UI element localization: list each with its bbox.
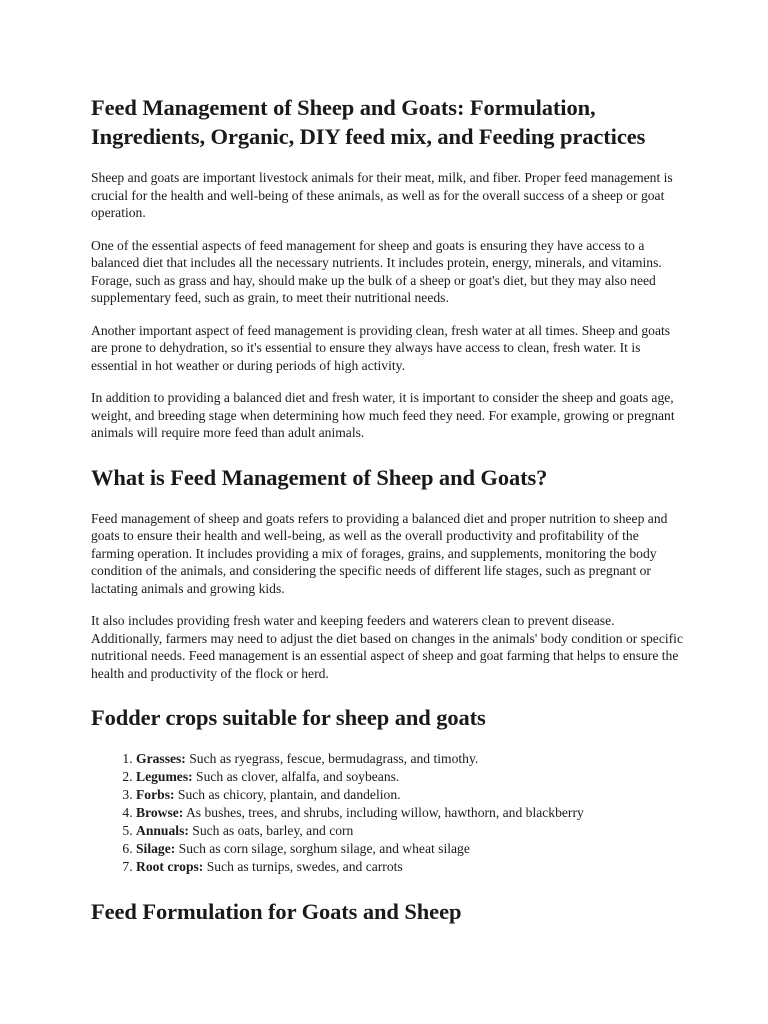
list-item: [136, 768, 683, 786]
list-item: [136, 858, 683, 876]
section-heading-what: What is Feed Management of Sheep and Goats?: [91, 464, 548, 490]
list-item: [136, 840, 683, 858]
list-item-desc: As bushes, trees, and shrubs, including willow, hawthorn, and blackberry: [183, 805, 584, 820]
list-item-term: Legumes:: [136, 769, 193, 784]
fodder-crop-list: [91, 750, 683, 876]
list-item-desc: Such as oats, barley, and corn: [188, 823, 354, 838]
section-heading-fodder: Fodder crops suitable for sheep and goats: [91, 705, 486, 730]
list-item-desc: Such as corn silage, sorghum silage, and wheat silage: [175, 841, 470, 856]
list-item-term: Forbs:: [136, 787, 175, 802]
list-item: [136, 822, 683, 840]
what-paragraph-2: It also includes providing fresh water and keeping feeders and waterers clean to prevent disease. Additionally, farmers may need to adjust the diet based on changes in the animals' body condition or specific nutritional needs. Feed management is an essential aspect of sheep and goat farming that helps to ensure the health and productivity of the flock or herd.: [91, 613, 683, 681]
list-item-term: Silage:: [136, 841, 176, 856]
list-item-term: Browse:: [136, 805, 184, 820]
document-page: [91, 93, 683, 944]
intro-paragraph-2: One of the essential aspects of feed management for sheep and goats is ensuring they have access to a balanced diet that includes all the necessary nutrients. It includes protein, energy, minerals, and vitamins. Forage, such as grass and hay, should make up the bulk of a sheep or goat's diet, but they may also need supplementary feed, such as grain, to meet their nutritional needs.: [91, 237, 662, 305]
list-item: [136, 750, 683, 768]
intro-paragraph-4: In addition to providing a balanced diet and fresh water, it is important to consider the sheep and goats age, weight, and breeding stage when determining how much feed they need. For example, growing or pregnant animals will require more feed than adult animals.: [91, 390, 675, 440]
list-item: [136, 804, 683, 822]
what-paragraph-1: Feed management of sheep and goats refers to providing a balanced diet and proper nutrition to sheep and goats to ensure their health and well-being, as well as the overall productivity and profitability of the farming operation. It includes providing a mix of forages, grains, and supplements, monitoring the body condition of the animals, and considering the specific needs of different life stages, such as pregnant or lactating animals and growing kids.: [91, 510, 668, 596]
intro-paragraph-1: Sheep and goats are important livestock animals for their meat, milk, and fiber. Proper feed management is crucial for the health and well-being of these animals, as well as for the overall success of a sheep or goat operation.: [91, 170, 673, 220]
intro-paragraph-3: Another important aspect of feed management is providing clean, fresh water at all times. Sheep and goats are prone to dehydration, so it's essential to ensure they always have access to clean, fresh water. It is essential in hot weather or during periods of high activity.: [91, 322, 671, 373]
list-item-term: Grasses:: [136, 751, 186, 766]
list-item-desc: Such as turnips, swedes, and carrots: [203, 859, 403, 874]
page-title: Feed Management of Sheep and Goats: Formulation, Ingredients, Organic, DIY feed mix, and Feeding practices: [91, 95, 646, 149]
list-item-term: Root crops:: [136, 859, 204, 874]
list-item-desc: Such as chicory, plantain, and dandelion.: [174, 787, 401, 802]
section-heading-formulation: Feed Formulation for Goats and Sheep: [91, 899, 462, 924]
list-item: [136, 786, 683, 804]
list-item-desc: Such as clover, alfalfa, and soybeans.: [192, 769, 400, 784]
list-item-term: Annuals:: [136, 823, 189, 838]
list-item-desc: Such as ryegrass, fescue, bermudagrass, and timothy.: [185, 751, 479, 766]
